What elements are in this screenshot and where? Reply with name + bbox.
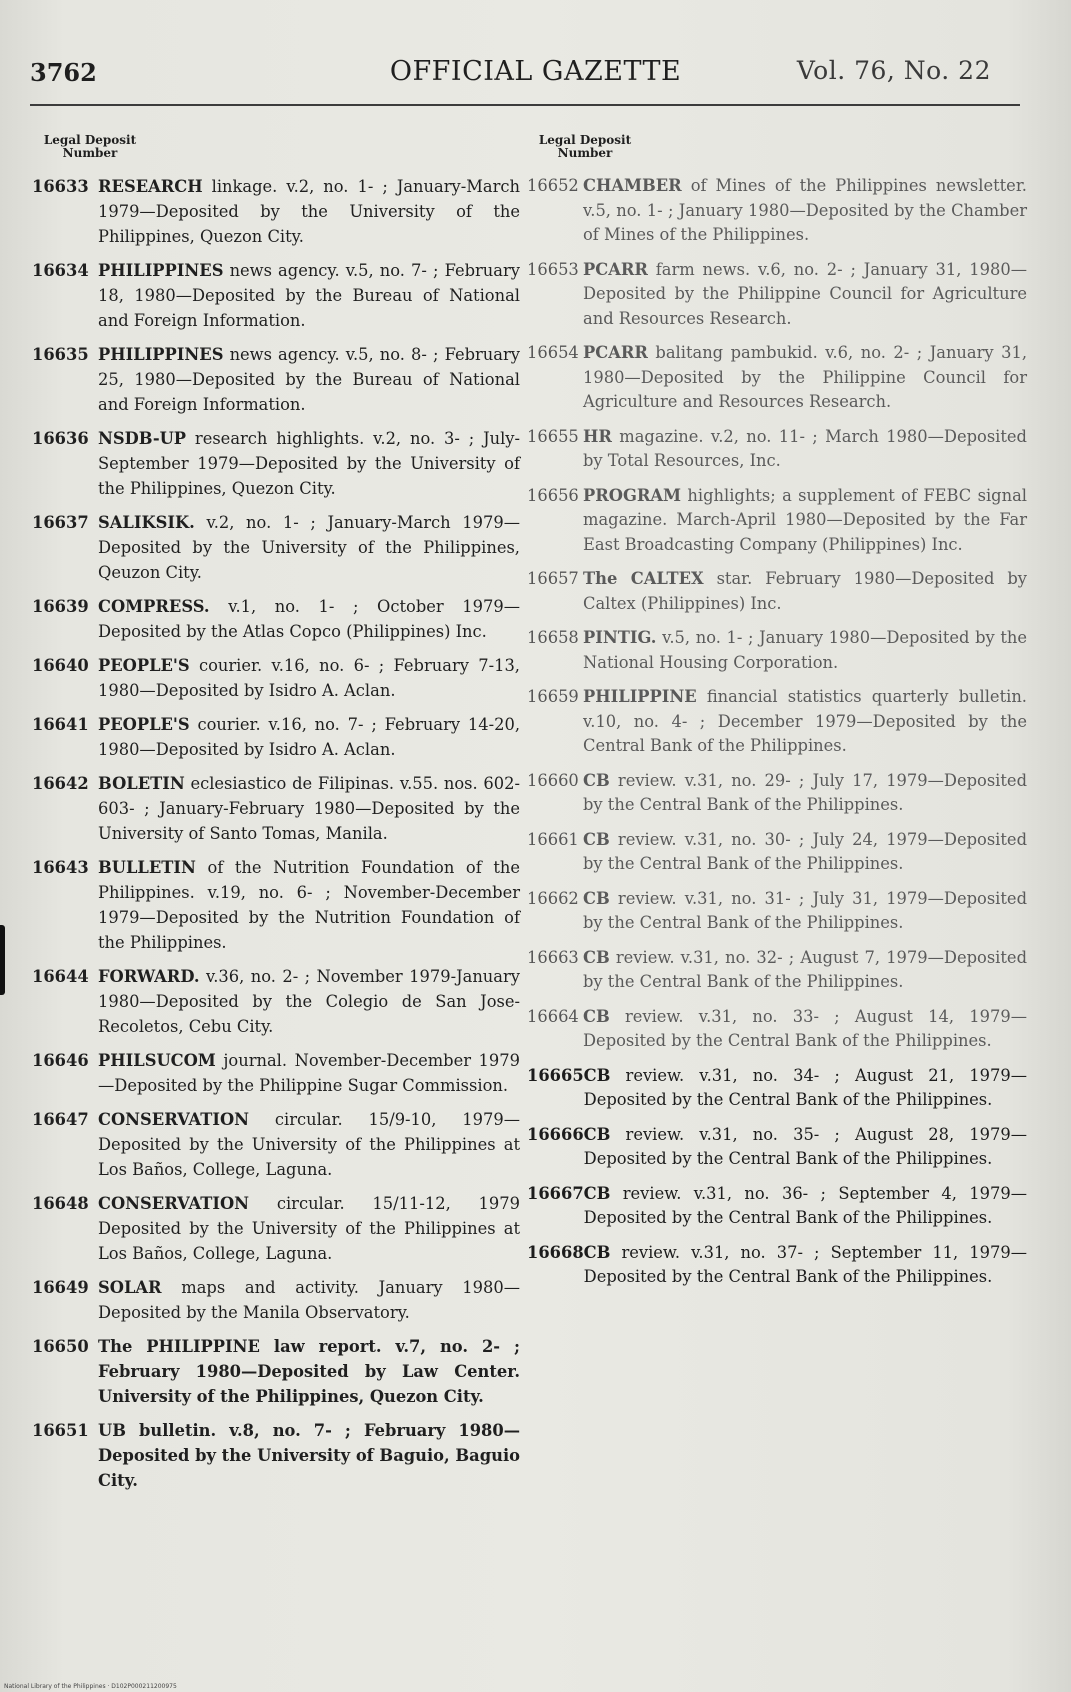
entry-text: farm news. v.6, no. 2- ; January 31, 1980—Deposited by the Philippine Council for Agriculture and Resources Research. [583, 259, 1027, 328]
column-header-line1: Legal Deposit [43, 133, 137, 147]
entry-title: CONSERVATION [98, 1110, 250, 1129]
entry-description [98, 1048, 520, 1098]
entry-title: PHILIPPINE [583, 687, 697, 706]
scan-credit: National Library of the Philippines · D102P000211200975 [4, 1683, 177, 1690]
entry-text: journal. November-December 1979—Deposited by the Philippine Sugar Commission. [98, 1051, 520, 1095]
page-header [0, 50, 1071, 90]
deposit-entry [527, 626, 1027, 675]
deposit-entry [32, 174, 520, 249]
deposit-number: 16654 [527, 343, 579, 362]
entry-title: BULLETIN [98, 858, 196, 877]
deposit-number: 16639 [32, 597, 89, 616]
entry-title: CB [583, 1242, 611, 1262]
entry-title: COMPRESS. [98, 597, 210, 616]
column-header-line2: Number [557, 146, 613, 160]
deposit-number: 16634 [32, 261, 89, 280]
entry-title: CONSERVATION [98, 1194, 250, 1213]
entry-title: HR [583, 426, 612, 446]
deposit-entry [527, 946, 1027, 995]
entry-title: PROGRAM [583, 485, 682, 505]
deposit-entry [527, 425, 1027, 474]
entry-text: of Mines of the Philippines newsletter. v.5, no. 1- ; January 1980—Deposited by the Chamber of Mines of the Philippines. [583, 176, 1027, 244]
entry-title: CB [583, 947, 610, 967]
deposit-entry [32, 653, 520, 703]
entry-text: eclesiastico de Filipinas. v.55. nos. 602-603- ; January-February 1980—Deposited by the University of Santo Tomas, Manila. [98, 774, 520, 843]
deposit-entry [527, 685, 1027, 759]
entry-text: courier. v.16, no. 7- ; February 14-20, 1980—Deposited by Isidro A. Aclan. [98, 715, 520, 759]
entry-title: CB [583, 888, 610, 908]
entry-description [583, 626, 1027, 675]
header-rule [30, 104, 1020, 106]
deposit-number: 16636 [32, 429, 89, 448]
entry-text: review. v.31, no. 29- ; July 17, 1979—Deposited by the Central Bank of the Philippines. [583, 770, 1027, 814]
entry-description [98, 426, 520, 501]
deposit-number: 16637 [32, 513, 89, 532]
entry-title: SALIKSIK. [98, 513, 195, 532]
entry-description [583, 946, 1027, 995]
entry-title: PINTIG. [583, 628, 657, 647]
deposit-entry [527, 1123, 1027, 1172]
deposit-entry [527, 828, 1027, 877]
entry-title: NSDB-UP [98, 429, 187, 448]
right-column [527, 134, 1027, 1300]
entry-title: CB [583, 1065, 611, 1085]
entry-description [583, 258, 1027, 332]
publication-title: OFFICIAL GAZETTE [389, 56, 682, 87]
deposit-number: 16633 [32, 177, 89, 196]
deposit-number: 16666 [527, 1124, 584, 1144]
deposit-number: 16650 [32, 1337, 89, 1356]
volume-issue: Vol. 76, No. 22 [796, 56, 991, 85]
deposit-number: 16664 [527, 1006, 579, 1026]
deposit-number: 16647 [32, 1110, 89, 1129]
entry-text: review. v.31, no. 34- ; August 21, 1979—Deposited by the Central Bank of the Philippines. [583, 1065, 1027, 1109]
deposit-number: 16635 [32, 345, 89, 364]
entry-description [583, 567, 1027, 616]
deposit-entry [32, 1334, 520, 1409]
deposit-entry [32, 1275, 520, 1325]
entry-text: law report. v.7, no. 2- ; February 1980—Deposited by Law Center. University of the Philippines, Quezon City. [98, 1337, 521, 1406]
entry-description [583, 685, 1027, 759]
column-header [30, 134, 150, 160]
deposit-number: 16648 [32, 1194, 89, 1213]
entry-description [98, 174, 520, 249]
deposit-number: 16662 [527, 888, 579, 908]
column-header-line1: Legal Deposit [538, 133, 632, 147]
entry-text: magazine. v.2, no. 11- ; March 1980—Deposited by Total Resources, Inc. [583, 426, 1027, 470]
entry-title: UB [98, 1421, 126, 1440]
entry-description [584, 1182, 1027, 1231]
deposit-entry [32, 855, 520, 955]
entry-text: v.36, no. 2- ; November 1979-January 1980—Deposited by the Colegio de San Jose-Recoletos, Cebu City. [98, 967, 520, 1036]
entry-text: research highlights. v.2, no. 3- ; July-September 1979—Deposited by the University of the Philippines, Quezon City. [98, 429, 520, 498]
entry-title: SOLAR [98, 1278, 162, 1297]
entry-text: circular. 15/11-12, 1979 Deposited by the University of the Philippines at Los Baños, College, Laguna. [98, 1194, 520, 1263]
entry-text: of the Nutrition Foundation of the Philippines. v.19, no. 6- ; November-December 1979—Deposited by the Nutrition Foundation of the Philippines. [98, 858, 520, 952]
deposit-entry [32, 1107, 520, 1182]
deposit-entry [32, 1418, 520, 1493]
column-header [525, 134, 645, 160]
deposit-entry [32, 342, 520, 417]
entry-description [98, 712, 520, 762]
entry-description [98, 964, 520, 1039]
deposit-number: 16660 [527, 770, 579, 790]
deposit-entry [527, 769, 1027, 818]
entry-description [98, 1275, 520, 1325]
deposit-entry [527, 174, 1027, 248]
deposit-entry [527, 258, 1027, 332]
entry-text: linkage. v.2, no. 1- ; January-March 1979—Deposited by the University of the Philippines, Quezon City. [98, 177, 520, 246]
entry-text: financial statistics quarterly bulletin. v.10, no. 4- ; December 1979—Deposited by the Central Bank of the Philippines. [583, 687, 1027, 755]
deposit-number: 16665 [527, 1065, 584, 1085]
entry-title: PCARR [583, 343, 648, 362]
deposit-entry [527, 1064, 1027, 1113]
deposit-number: 16657 [527, 569, 579, 588]
deposit-number: 16667 [527, 1183, 584, 1203]
entry-text: news agency. v.5, no. 7- ; February 18, 1980—Deposited by the Bureau of National and Foreign Information. [98, 261, 520, 330]
deposit-number: 16640 [32, 656, 89, 675]
entry-description [98, 771, 520, 846]
entry-text: maps and activity. January 1980—Deposited by the Manila Observatory. [98, 1278, 520, 1322]
entry-description [98, 258, 520, 333]
entry-title: CB [583, 829, 610, 849]
entry-title: CB [583, 770, 610, 790]
entry-description [98, 1191, 520, 1266]
deposit-entry [527, 1005, 1027, 1054]
deposit-entry [527, 1182, 1027, 1231]
deposit-number: 16641 [32, 715, 89, 734]
deposit-number: 16642 [32, 774, 89, 793]
entry-text: bulletin. v.8, no. 7- ; February 1980—Deposited by the University of Baguio, Baguio City. [98, 1421, 520, 1490]
entry-description [98, 1418, 520, 1493]
entry-title: PHILIPPINES [98, 261, 224, 280]
entry-title: FORWARD. [98, 967, 200, 986]
entry-description [98, 510, 520, 585]
entry-text: star. February 1980—Deposited by Caltex (Philippines) Inc. [583, 569, 1027, 613]
deposit-number: 16661 [527, 829, 579, 849]
deposit-entry [32, 510, 520, 585]
entry-text: highlights; a supplement of FEBC signal magazine. March-April 1980—Deposited by the Far East Broadcasting Company (Philippines) Inc. [583, 485, 1027, 554]
entry-title: CHAMBER [583, 176, 682, 195]
entry-description [583, 1005, 1027, 1054]
entry-text: review. v.31, no. 37- ; September 11, 1979—Deposited by the Central Bank of the Philippines. [583, 1242, 1027, 1286]
entry-text: v.1, no. 1- ; October 1979—Deposited by the Atlas Copco (Philippines) Inc. [98, 597, 520, 641]
entry-title: PEOPLE'S [98, 715, 190, 734]
deposit-entry [527, 1241, 1027, 1290]
deposit-number: 16653 [527, 259, 579, 279]
entry-description [583, 174, 1027, 248]
deposit-entry [527, 887, 1027, 936]
deposit-entry [32, 712, 520, 762]
deposit-entry [527, 567, 1027, 616]
deposit-number: 16668 [527, 1242, 584, 1262]
entry-title: PHILSUCOM [98, 1051, 216, 1070]
entry-title: PEOPLE'S [98, 656, 190, 675]
deposit-entry [32, 1191, 520, 1266]
deposit-entry [32, 964, 520, 1039]
entry-description [583, 769, 1027, 818]
entry-description [583, 887, 1027, 936]
entry-text: review. v.31, no. 31- ; July 31, 1979—Deposited by the Central Bank of the Philippines. [583, 888, 1027, 932]
deposit-entry [32, 771, 520, 846]
column-header-line2: Number [62, 146, 118, 160]
entry-text: review. v.31, no. 36- ; September 4, 1979—Deposited by the Central Bank of the Philippines. [583, 1183, 1027, 1227]
entry-title: RESEARCH [98, 177, 203, 196]
deposit-number: 16652 [527, 176, 579, 195]
entry-description [584, 1123, 1027, 1172]
entry-description [583, 425, 1027, 474]
deposit-number: 16649 [32, 1278, 89, 1297]
deposit-number: 16658 [527, 628, 579, 647]
entry-text: review. v.31, no. 30- ; July 24, 1979—Deposited by the Central Bank of the Philippines. [583, 829, 1027, 873]
entry-title: CB [583, 1124, 611, 1144]
entry-text: review. v.31, no. 32- ; August 7, 1979—Deposited by the Central Bank of the Philippines. [583, 947, 1027, 991]
entry-text: review. v.31, no. 33- ; August 14, 1979—Deposited by the Central Bank of the Philippines. [583, 1006, 1027, 1050]
entry-description [98, 1334, 520, 1409]
entry-description [98, 855, 520, 955]
entry-title: CB [583, 1183, 611, 1203]
deposit-entry [527, 341, 1027, 415]
right-entry-list [527, 174, 1027, 1290]
deposit-entry [32, 594, 520, 644]
left-entry-list [32, 174, 520, 1493]
deposit-number: 16644 [32, 967, 89, 986]
deposit-entry [32, 258, 520, 333]
page-number: 3762 [30, 58, 97, 87]
entry-text: v.2, no. 1- ; January-March 1979—Deposited by the University of the Philippines, Qeuzon City. [98, 513, 520, 582]
deposit-number: 16646 [32, 1051, 89, 1070]
entry-description [98, 653, 520, 703]
entry-title: PHILIPPINES [98, 345, 224, 364]
deposit-entry [32, 426, 520, 501]
binding-mark [0, 925, 5, 995]
entry-description [583, 341, 1027, 415]
deposit-number: 16643 [32, 858, 89, 877]
entry-description [583, 828, 1027, 877]
deposit-entry [32, 1048, 520, 1098]
entry-text: balitang pambukid. v.6, no. 2- ; January 31, 1980—Deposited by the Philippine Council for Agriculture and Resources Research. [583, 343, 1027, 411]
deposit-number: 16655 [527, 426, 579, 446]
entry-text: courier. v.16, no. 6- ; February 7-13, 1980—Deposited by Isidro A. Aclan. [98, 656, 520, 700]
left-column [32, 134, 520, 1502]
deposit-number: 16656 [527, 485, 579, 505]
deposit-number: 16651 [32, 1421, 89, 1440]
entry-text: review. v.31, no. 35- ; August 28, 1979—Deposited by the Central Bank of the Philippines. [583, 1124, 1027, 1168]
deposit-entry [527, 484, 1027, 558]
entry-description [584, 1241, 1027, 1290]
entry-title: BOLETIN [98, 774, 185, 793]
entry-description [98, 594, 520, 644]
entry-description [584, 1064, 1027, 1113]
entry-text: circular. 15/9-10, 1979—Deposited by the University of the Philippines at Los Baños, College, Laguna. [98, 1110, 520, 1179]
entry-text: v.5, no. 1- ; January 1980—Deposited by the National Housing Corporation. [583, 628, 1027, 672]
entry-description [583, 484, 1027, 558]
entry-text: news agency. v.5, no. 8- ; February 25, 1980—Deposited by the Bureau of National and Foreign Information. [98, 345, 520, 414]
entry-title: PCARR [583, 259, 648, 279]
deposit-number: 16663 [527, 947, 579, 967]
entry-description [98, 342, 520, 417]
entry-title: CB [583, 1006, 610, 1026]
deposit-number: 16659 [527, 687, 579, 706]
entry-description [98, 1107, 520, 1182]
entry-title: The PHILIPPINE [98, 1337, 260, 1356]
entry-title: The CALTEX [583, 569, 704, 588]
